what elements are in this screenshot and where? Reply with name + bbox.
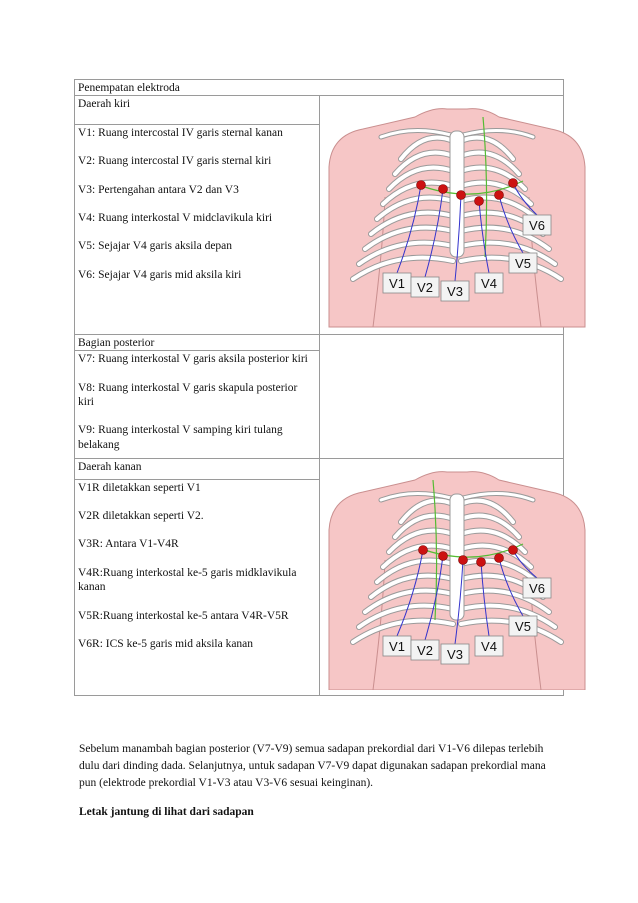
section-title-row xyxy=(75,96,564,124)
section-title-row xyxy=(75,459,564,479)
lead-label: V1 xyxy=(388,276,405,292)
electrode-dot xyxy=(456,191,465,200)
lead-label: V6 xyxy=(528,581,545,597)
section-heading: Letak jantung di lihat dari sadapan xyxy=(79,806,254,818)
list-item: V1R diletakkan seperti V1 xyxy=(78,481,201,494)
electrode-dot xyxy=(438,552,447,561)
list-item: V1: Ruang intercostal IV garis sternal kanan xyxy=(78,126,283,139)
list-item: V6R: ICS ke-5 garis mid aksila kanan xyxy=(78,638,254,651)
lead-label: V3 xyxy=(446,647,463,663)
electrode-dot xyxy=(418,546,427,555)
lead-label: V3 xyxy=(446,284,463,300)
lead-label: V2 xyxy=(416,280,433,296)
list-item: V2: Ruang intercostal IV garis sternal kiri xyxy=(78,155,272,168)
electrode-dot xyxy=(474,197,483,206)
electrode-dot xyxy=(508,179,517,188)
lead-label: V5 xyxy=(514,256,531,272)
list-item: V6: Sejajar V4 garis mid aksila kiri xyxy=(78,268,242,281)
section-items-right xyxy=(75,479,320,695)
lead-label: V5 xyxy=(514,619,531,635)
section-title-right: Daerah kanan xyxy=(75,459,320,479)
list-item: V3: Pertengahan antara V2 dan V3 xyxy=(78,183,239,196)
electrode-placement-table xyxy=(74,79,564,696)
lead-label: V4 xyxy=(480,276,497,292)
section-title-left: Daerah kiri xyxy=(75,96,320,124)
list-item: V7: Ruang interkostal V garis aksila posterior kiri xyxy=(78,353,308,366)
lead-label: V1 xyxy=(388,639,405,655)
list-item: V8: Ruang interkostal V garis skapula posterior kiri xyxy=(78,381,298,409)
chest-electrode-diagram-right xyxy=(323,460,591,690)
list-item: V2R diletakkan seperti V2. xyxy=(78,510,204,523)
section-title-row xyxy=(75,334,564,350)
chest-electrode-diagram-left xyxy=(323,97,591,329)
electrode-dot xyxy=(458,556,467,565)
list-item: V4: Ruang interkostal V midclavikula kiri xyxy=(78,212,273,225)
section-title-posterior: Bagian posterior xyxy=(75,334,320,350)
table-caption-row xyxy=(75,80,564,96)
section-items-posterior xyxy=(75,351,320,459)
table-caption: Penempatan elektroda xyxy=(75,80,564,96)
electrode-dot xyxy=(438,185,447,194)
lead-label: V6 xyxy=(528,218,545,234)
list-item: V5: Sejajar V4 garis aksila depan xyxy=(78,240,233,253)
list-item: V4R:Ruang interkostal ke-5 garis midklavikula kanan xyxy=(78,566,297,594)
electrode-dot xyxy=(416,181,425,190)
list-item: V5R:Ruang interkostal ke-5 antara V4R-V5R xyxy=(78,609,289,622)
chest-diagram-cell-left xyxy=(319,96,564,334)
electrode-dot xyxy=(494,554,503,563)
electrode-dot xyxy=(476,558,485,567)
electrode-dot xyxy=(508,546,517,555)
lead-label: V4 xyxy=(480,639,497,655)
body-paragraph: Sebelum manambah bagian posterior (V7-V9) semua sadapan prekordial dari V1-V6 dilepas terlebih dulu dari dinding dada. Selanjutnya, untuk sadapan V7-V9 dapat digunakan sadapan prekordial mana pun (elektrode prekordial V1-V3 atau V3-V6 sesuai keinginan). xyxy=(79,743,546,790)
list-item: V9: Ruang interkostal V samping kiri tulang belakang xyxy=(78,424,283,451)
section-items-left xyxy=(75,124,320,334)
chest-diagram-cell-right xyxy=(319,459,564,695)
electrode-dot xyxy=(494,191,503,200)
posterior-empty-cell xyxy=(319,334,564,458)
lead-label: V2 xyxy=(416,643,433,659)
list-item: V3R: Antara V1-V4R xyxy=(78,538,179,551)
